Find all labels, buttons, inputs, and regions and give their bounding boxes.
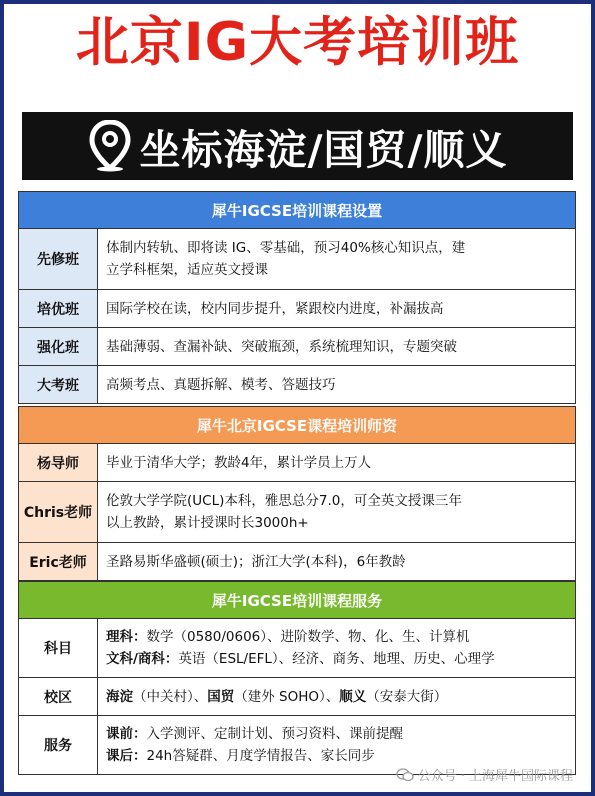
campus-detail: （安泰大街） xyxy=(366,688,448,705)
row-text: 毕业于清华大学；教龄4年，累计学员上万人 xyxy=(106,454,372,471)
row-text xyxy=(98,229,575,289)
table-row xyxy=(19,543,575,580)
location-pin-icon xyxy=(88,120,132,172)
row-text: 国际学校在读，校内同步提升，紧跟校内进度，补漏拔高 xyxy=(106,300,444,317)
row-value: 入学测评、定制计划、预习资料、课前提醒 xyxy=(146,726,403,742)
row-label: 杨导师 xyxy=(19,444,98,481)
row-key: 文科/商科： xyxy=(106,651,179,667)
row-text: 圣路易斯华盛顿(硕士)；浙江大学(本科)，6年教龄 xyxy=(106,553,406,570)
row-label: 强化班 xyxy=(19,328,98,365)
table-row xyxy=(19,444,575,482)
campus-detail: （建外 SOHO）、 xyxy=(234,688,340,705)
table-row xyxy=(19,678,575,716)
service-table-header: 犀牛IGCSE培训课程服务 xyxy=(19,582,575,619)
row-label: 校区 xyxy=(19,678,98,715)
watermark-text: 公众号 · 上海犀牛国际课程 xyxy=(417,769,573,784)
wechat-icon xyxy=(396,768,414,782)
watermark xyxy=(396,765,573,784)
row-label: Eric老师 xyxy=(19,543,98,580)
row-label: 大考班 xyxy=(19,366,98,403)
table-row xyxy=(19,328,575,366)
service-table xyxy=(18,581,576,775)
campus-detail: （中关村）、 xyxy=(133,688,208,705)
row-value: 24h答疑群、月度学情报告、家长同步 xyxy=(146,748,375,764)
table-row xyxy=(19,290,575,328)
row-value: 英语（ESL/EFL）、经济、商务、地理、历史、心理学 xyxy=(178,651,495,667)
course-table-header: 犀牛IGCSE培训课程设置 xyxy=(19,192,575,229)
row-text xyxy=(98,482,575,542)
row-line: 体制内转轨、即将读 IG、零基础，预习40%核心知识点，建 xyxy=(106,240,466,256)
row-label: Chris老师 xyxy=(19,482,98,542)
row-line xyxy=(106,723,403,745)
table-row xyxy=(19,229,575,290)
table-row xyxy=(19,366,575,403)
row-line xyxy=(106,626,470,648)
row-key: 理科： xyxy=(106,629,147,645)
row-line xyxy=(106,745,375,767)
teacher-table xyxy=(18,406,576,581)
row-key: 课后： xyxy=(106,748,147,764)
table-row xyxy=(19,619,575,678)
teacher-table-header: 犀牛北京IGCSE课程培训师资 xyxy=(19,407,575,444)
row-text xyxy=(98,619,575,677)
row-label: 先修班 xyxy=(19,229,98,289)
row-line: 伦敦大学学院(UCL)本科，雅思总分7.0，可全英文授课三年 xyxy=(106,493,462,509)
row-label: 科目 xyxy=(19,619,98,677)
location-bar xyxy=(22,112,573,180)
row-label: 服务 xyxy=(19,716,98,774)
location-text: 坐标海淀/国贸/顺义 xyxy=(139,125,508,174)
row-key: 课前： xyxy=(106,726,147,742)
page-title: 北京IG大考培训班 xyxy=(75,12,520,73)
row-line xyxy=(106,648,495,670)
row-text xyxy=(98,678,575,715)
campus-name: 顺义 xyxy=(339,688,367,705)
row-value: 数学（0580/0606）、进阶数学、物、化、生、计算机 xyxy=(146,629,470,645)
campus-name: 海淀 xyxy=(106,688,133,705)
row-line: 立学科框架，适应英文授课 xyxy=(106,262,268,278)
campus-name: 国贸 xyxy=(207,688,235,705)
row-label: 培优班 xyxy=(19,290,98,327)
row-line: 以上教龄，累计授课时长3000h+ xyxy=(106,515,309,531)
row-text: 高频考点、真题拆解、模考、答题技巧 xyxy=(106,376,336,393)
row-text: 基础薄弱、查漏补缺、突破瓶颈，系统梳理知识，专题突破 xyxy=(106,338,457,355)
table-row xyxy=(19,482,575,543)
course-table xyxy=(18,191,576,404)
